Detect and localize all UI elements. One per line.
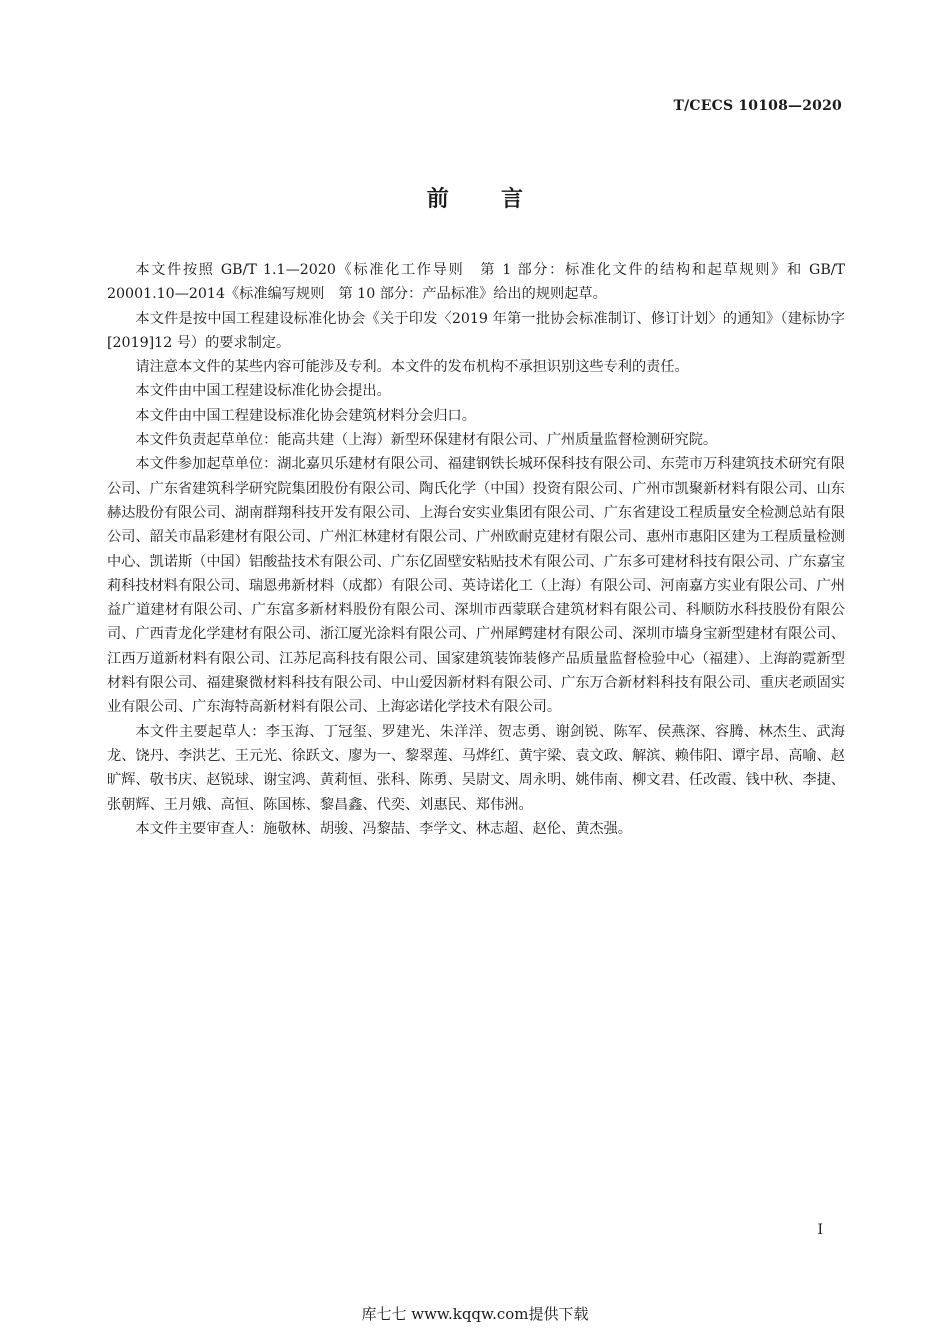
download-watermark: 库七七 www.kqqw.com提供下载 (361, 1305, 589, 1323)
page-number: I (817, 1222, 823, 1238)
paragraph-proposer: 本文件由中国工程建设标准化协会提出。 (135, 383, 391, 400)
paragraph-drafting-rules: 本文件按照 GB/T 1.1—2020《标准化工作导则 第 1 部分：标准化文件的结构和起草规则》和 GB/T 20001.10—2014《标准编写规则 第 10 部分：产品标准》给出的规则起草。 (107, 262, 845, 303)
paragraph-administrator: 本文件由中国工程建设标准化协会建筑材料分会归口。 (135, 407, 476, 424)
foreword-body (107, 258, 845, 841)
paragraph-basis: 本文件是按中国工程建设标准化协会《关于印发〈2019 年第一批协会标准制订、修订计划〉的通知》（建标协字[2019]12 号）的要求制定。 (107, 310, 845, 351)
title-char-2: 言 (501, 186, 524, 212)
standard-code: T/CECS 10108—2020 (673, 98, 842, 114)
paragraph-main-reviewers: 本文件主要审查人：施敬林、胡骏、冯黎喆、李学文、林志超、赵伦、黄杰强。 (135, 820, 632, 837)
standard-code-header (673, 98, 842, 114)
title-char-1: 前 (426, 186, 449, 212)
paragraph-lead-drafters: 本文件负责起草单位：能高共建（上海）新型环保建材有限公司、广州质量监督检测研究院。 (135, 432, 718, 449)
paragraph-participating-units: 本文件参加起草单位：湖北嘉贝乐建材有限公司、福建钢铁长城环保科技有限公司、东莞市万科建筑技术研究有限公司、广东省建筑科学研究院集团股份有限公司、陶氏化学（中国）投资有限公司、广州市凯聚新材料有限公司、山东赫达股份有限公司、湖南群翔科技开发有限公司、上海台安实业集团有限公司、广东省建设工程质量安全检测总站有限公司、韶关市晶彩建材有限公司、广州汇林建材有限公司、广州欧耐克建材有限公司、惠州市惠阳区建为工程质量检测中心、凯诺斯（中国）铝酸盐技术有限公司、广东亿固壁安粘贴技术有限公司、广东多可建材科技有限公司、广东嘉宝莉科技材料有限公司、瑞恩弗新材料（成都）有限公司、英诗诺化工（上海）有限公司、河南嘉方实业有限公司、广州益广道建材有限公司、广东富多新材料股份有限公司、深圳市西蒙联合建筑材料有限公司、科顺防水科技股份有限公司、广西青龙化学建材有限公司、浙江厦光涂料有限公司、广州犀鳄建材有限公司、深圳市墙身宝新型建材有限公司、江西万道新材料有限公司、江苏尼高科技有限公司、国家建筑装饰装修产品质量监督检验中心（福建）、上海韵霓新型材料有限公司、福建聚微材料科技有限公司、中山爱因新材料有限公司、广东万合新材料科技有限公司、重庆老顽固实业有限公司、广东海特高新材料有限公司、上海宓诺化学技术有限公司。 (107, 456, 845, 716)
paragraph-main-drafters: 本文件主要起草人：李玉海、丁冠玺、罗建光、朱洋洋、贺志勇、谢剑锐、陈军、侯燕深、容腾、林杰生、武海龙、饶丹、李洪艺、王元光、徐跃文、廖为一、黎翠莲、马烨红、黄宇梁、袁文政、解滨、赖伟阳、谭宇昂、高喻、赵旷辉、敬书庆、赵锐球、谢宝鸿、黄莉恒、张科、陈勇、吴尉文、周永明、姚伟南、柳文君、任改霞、钱中秋、李捷、张朝辉、王月娥、高恒、陈国栋、黎昌鑫、代奕、刘惠民、郑伟洲。 (107, 723, 845, 813)
page-title (0, 182, 950, 213)
paragraph-patent-notice: 请注意本文件的某些内容可能涉及专利。本文件的发布机构不承担识别这些专利的责任。 (135, 359, 689, 376)
